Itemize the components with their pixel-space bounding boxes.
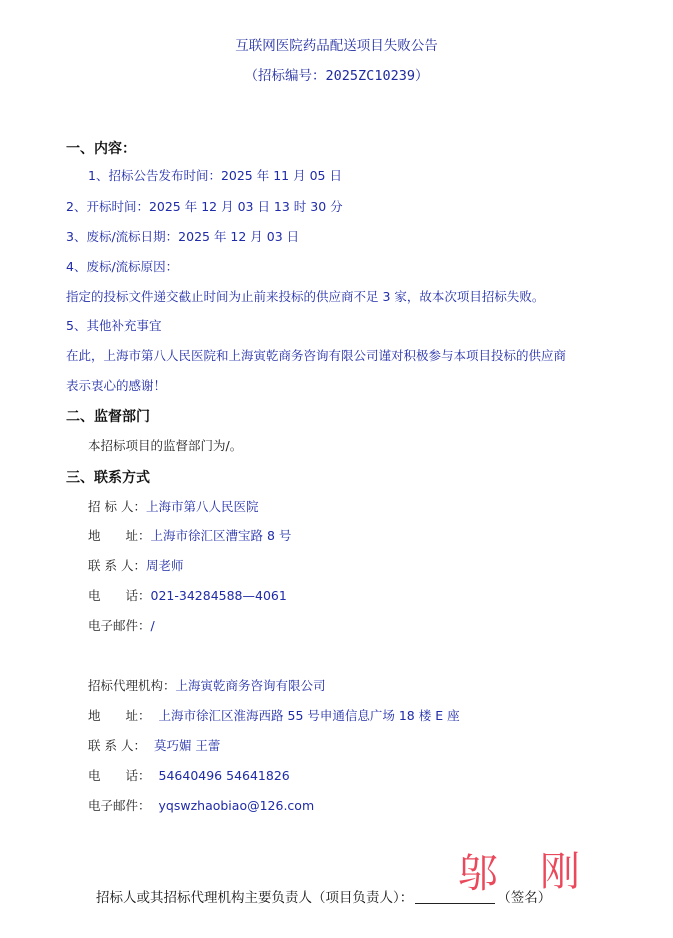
agency-contact: 莫巧媚 王蕾 [153, 738, 221, 753]
agency-phone: 54640496 54641826 [158, 768, 290, 783]
tenderer-name-label: 招 标 人： [88, 499, 146, 514]
tenderer-contact-label: 联 系 人： [88, 558, 146, 573]
agency-address-row [88, 708, 460, 724]
tenderer-email-row [88, 618, 155, 634]
abort-reason-text: 指定的投标文件递交截止时间为止前来投标的供应商不足 3 家，故本次项目招标失败。 [66, 289, 545, 304]
tenderer-contact: 周老师 [145, 558, 184, 573]
agency-email-row [88, 798, 314, 814]
tenderer-phone-row [88, 588, 287, 604]
thanks-text-line1: 在此，上海市第八人民医院和上海寅乾商务咨询有限公司谨对积极参与本项目投标的供应商 [66, 348, 567, 363]
agency-phone-label: 电 话： [88, 768, 151, 783]
agency-address-label: 地 址： [88, 708, 151, 723]
signature-blank [415, 889, 495, 904]
tenderer-address-row [88, 528, 291, 544]
section-heading-supervision: 二、监督部门 [66, 409, 150, 425]
signature-row [96, 886, 551, 906]
agency-name: 上海寅乾商务咨询有限公司 [175, 678, 326, 693]
agency-contact-row [88, 738, 220, 754]
agency-email: yqswzhaobiao@126.com [158, 798, 315, 813]
tenderer-email-label: 电子邮件： [88, 618, 151, 633]
supervision-text: 本招标项目的监督部门为/。 [88, 438, 243, 453]
abort-reason-label: 4、废标/流标原因： [66, 259, 179, 274]
tenderer-contact-row [88, 558, 183, 574]
tenderer-address: 上海市徐汇区漕宝路 8 号 [150, 528, 292, 543]
tenderer-email: / [150, 618, 155, 633]
opening-time: 2、开标时间：2025 年 12 月 03 日 13 时 30 分 [66, 199, 343, 214]
agency-phone-row [88, 768, 290, 784]
tenderer-address-label: 地 址： [88, 528, 151, 543]
tenderer-phone: 021-34284588—4061 [150, 588, 287, 603]
abort-date: 3、废标/流标日期：2025 年 12 月 03 日 [66, 229, 300, 244]
other-matters-label: 5、其他补充事宜 [66, 318, 162, 333]
section-heading-contact: 三、联系方式 [66, 470, 150, 486]
signature-label: 招标人或其招标代理机构主要负责人（项目负责人）： [96, 890, 414, 906]
thanks-text-line2: 表示衷心的感谢！ [66, 378, 167, 393]
announce-time: 1、招标公告发布时间：2025 年 11 月 05 日 [88, 168, 342, 183]
signature-seal-char1: 邬 [458, 851, 498, 897]
agency-name-row [88, 678, 326, 694]
tenderer-name: 上海市第八人民医院 [145, 499, 259, 514]
signature-seal-char2: 刚 [540, 849, 580, 895]
tenderer-phone-label: 电 话： [88, 588, 151, 603]
agency-address: 上海市徐汇区淮海西路 55 号申通信息广场 18 楼 E 座 [158, 708, 460, 723]
agency-email-label: 电子邮件： [88, 798, 151, 813]
signature-suffix: （签名） [497, 890, 552, 906]
page-title: 互联网医院药品配送项目失败公告 [235, 38, 438, 54]
tender-number: （招标编号：2025ZC10239） [244, 68, 429, 84]
tenderer-name-row [88, 499, 258, 515]
section-heading-content: 一、内容： [66, 141, 136, 157]
agency-name-label: 招标代理机构： [88, 678, 176, 693]
agency-contact-label: 联 系 人： [88, 738, 146, 753]
